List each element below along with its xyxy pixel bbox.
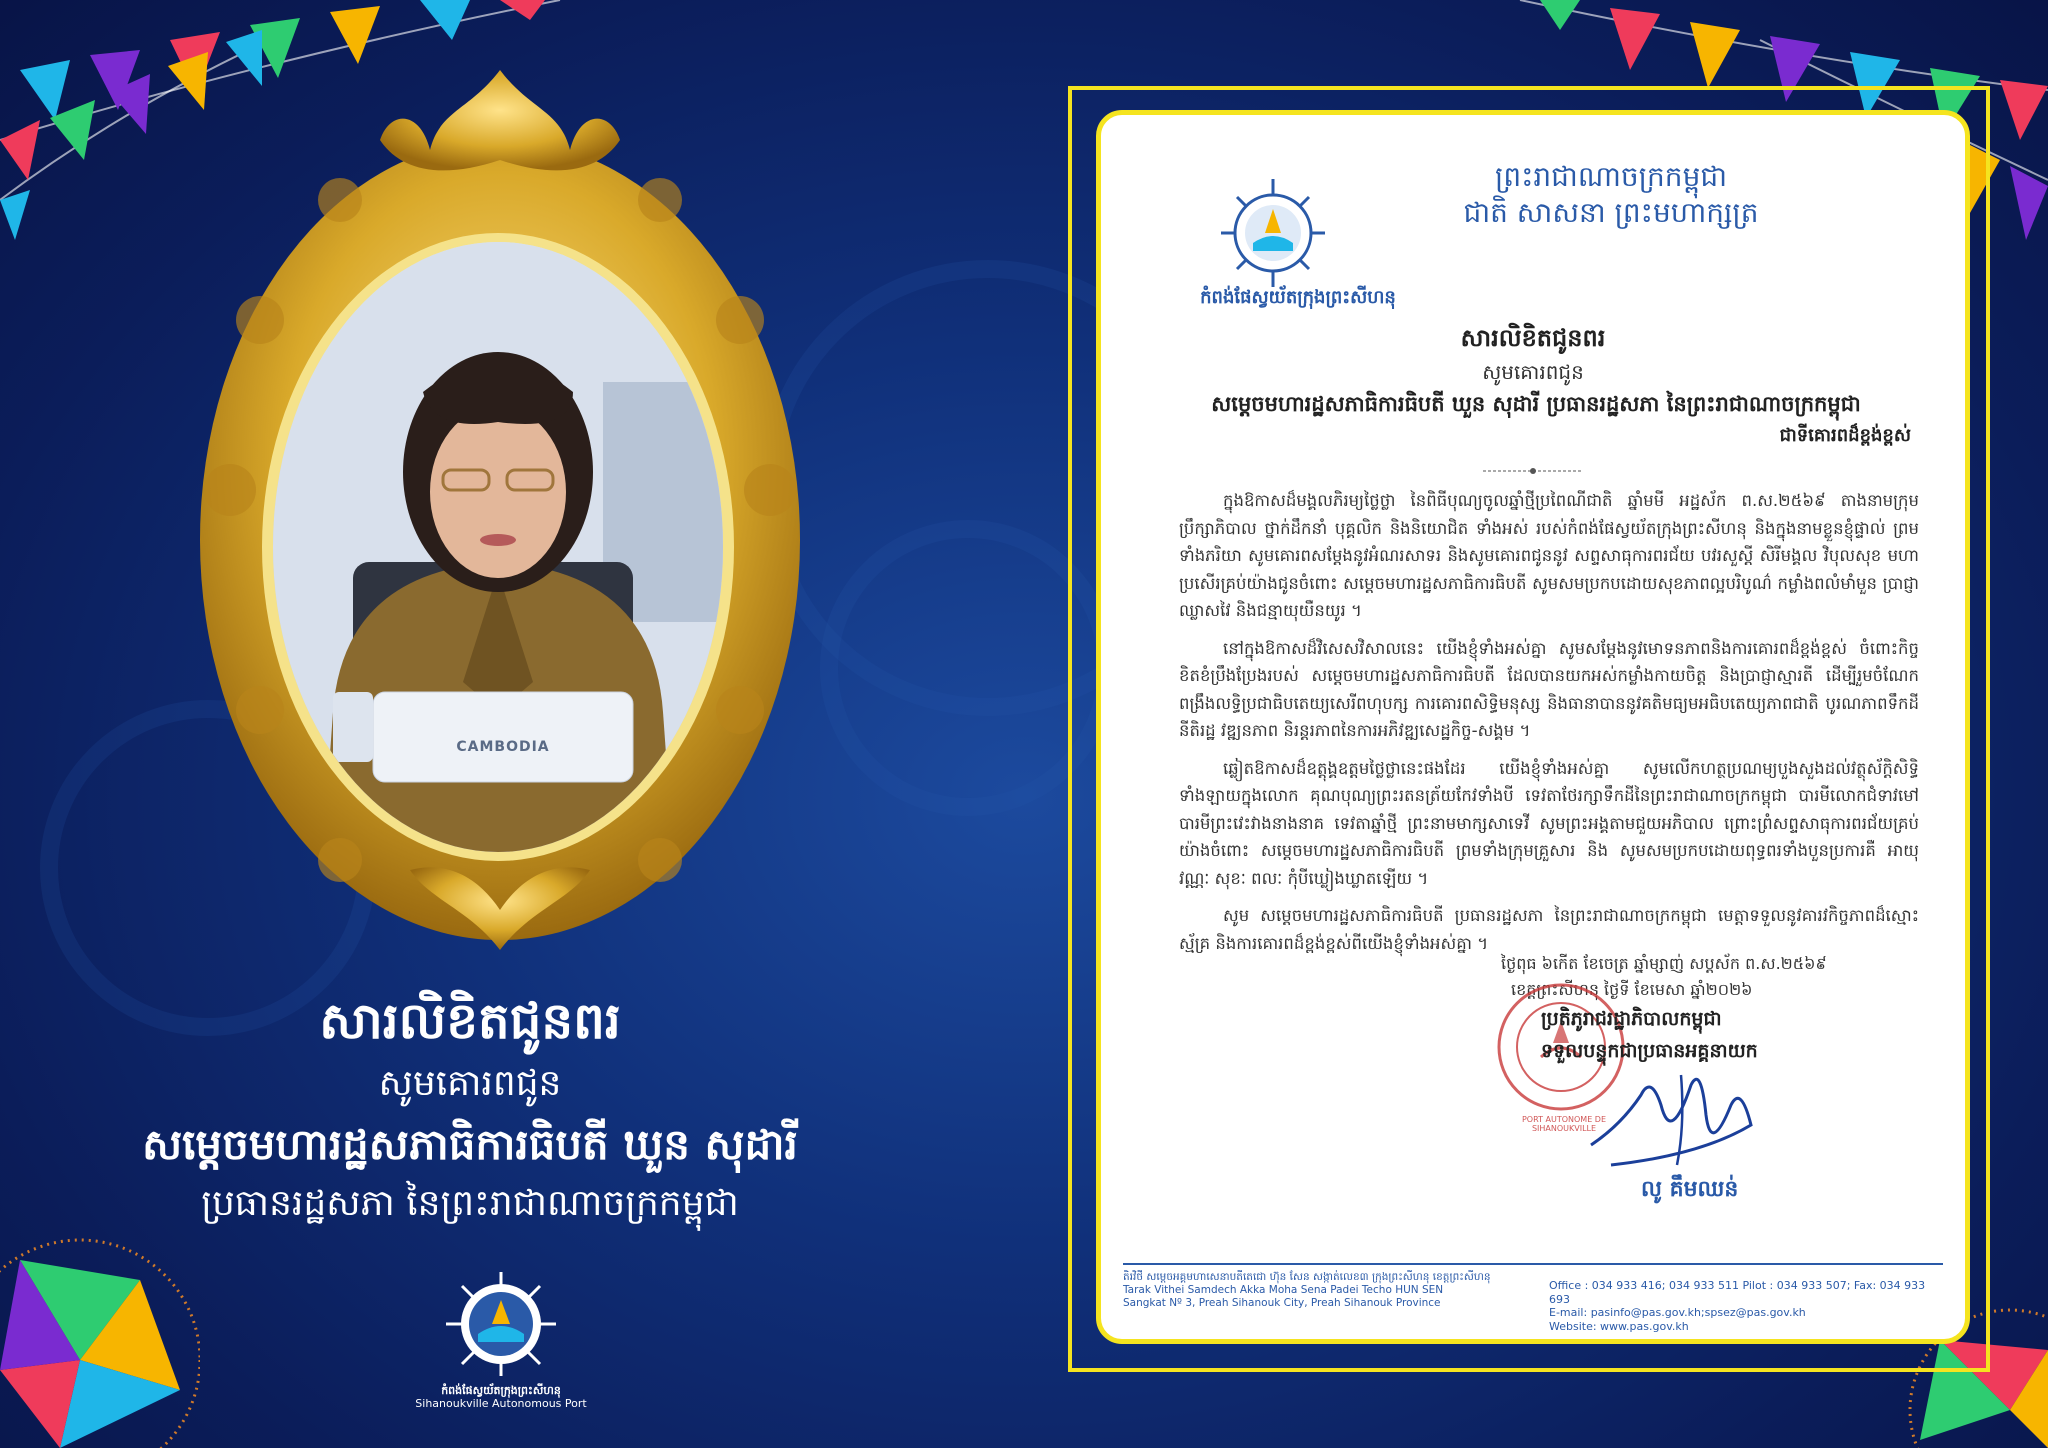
stamp-text: PORT AUTONOME DE SIHANOUKVILLE — [1521, 1115, 1607, 1133]
greeting-letter — [1096, 110, 1970, 1344]
footer-address-line: Sangkat Nº 3, Preah Sihanouk City, Preah Sihanouk Province — [1123, 1297, 1441, 1309]
date-lunar: ថ្ងៃពុធ ៦កើត ខែចេត្រ ឆ្នាំម្សាញ់ សប្តស័ក ព.ស.២៥៦៩ — [1501, 954, 1827, 973]
signatory-title-1: ប្រតិភូរាជរដ្ឋាភិបាលកម្ពុជា — [1541, 1008, 1722, 1030]
nameplate-label: CAMBODIA — [456, 739, 550, 755]
letter-subtitle: សូមគោរពជូន — [1482, 360, 1584, 384]
letter-addressee-suffix: ជាទីគោរពដ៏ខ្ពង់ខ្ពស់ — [1779, 425, 1911, 446]
port-logo-icon — [1221, 171, 1325, 301]
portrait-frame — [190, 70, 810, 950]
letterhead-kingdom — [1401, 159, 1821, 231]
port-logo-left — [415, 1268, 587, 1438]
footer-contact-line: E-mail: pasinfo@pas.gov.kh;spsez@pas.gov.kh — [1549, 1306, 1806, 1319]
logo-caption-en: Sihanoukville Autonomous Port — [415, 1397, 587, 1410]
card-title: សារលិខិតជូនពរ — [319, 992, 621, 1050]
ship-wheel-logo-icon — [436, 1268, 566, 1380]
footer-contact-line: Office : 034 933 416; 034 933 511 Pilot : 034 933 507; Fax: 034 933 693 — [1549, 1279, 1926, 1306]
national-motto: ជាតិ សាសនា ព្រះមហាក្សត្រ — [1463, 196, 1759, 229]
letter-paragraph: ក្នុងឱកាសដ៏មង្គលភិរម្យថ្លៃថ្លា នៃពិធីបុណ្យចូលឆ្នាំថ្មីប្រពៃណីជាតិ ឆ្នាំមមី អដ្ឋស័ក ព.ស.២៥៦៩ តាងនាមក្រុមប្រឹក្សាភិបាល ថ្នាក់ដឹកនាំ បុគ្គលិក និងនិយោជិត ទាំងអស់ របស់កំពង់ផែស្វយ័តក្រុងព្រះសីហនុ និងក្នុងនាមខ្លួនខ្ញុំផ្ទាល់ ព្រមទាំងភរិយា សូមគោរពសម្តែងនូវអំណរសាទរ និងសូមគោរពជូននូវ សព្ទសាធុការពរជ័យ បវរសួស្តី សិរីមង្គល វិបុលសុខ មហាប្រសើរគ្រប់យ៉ាងជូនចំពោះ សម្តេចមហារដ្ឋសភាធិការធិបតី សូមសមប្រកបដោយសុខភាពល្អបរិបូណ៌ កម្លាំងពលំមាំមួន ប្រាជ្ញាឈ្លាសវៃ និងជន្មាយុយឺនយូរ ។ — [1179, 491, 1919, 620]
divider-ornament — [1483, 465, 1583, 477]
letter-paragraph: ឆ្លៀតឱកាសដ៏ឧត្តុង្គឧត្តមថ្លៃថ្លានេះផងដែរ យើងខ្ញុំទាំងអស់គ្នា សូមលើកហត្ថប្រណម្យបួងសួងដល់វត្ថុស័ក្តិសិទ្ធិទាំងឡាយក្នុងលោក គុណបុណ្យព្រះរតនត្រ័យកែវទាំងបី ទេវតាថែរក្សាទឹកដីនៃព្រះរាជាណាចក្រកម្ពុជា បារមីលោកជំទាវមៅ បារមីព្រះវេះវាងនាងនាគ ទេវតាឆ្នាំថ្មី ព្រះនាមមាក្សសាទេវី សូមព្រះអង្គតាមជួយអភិបាល ព្រោះព្រំសព្ទសាធុការពរជ័យគ្រប់យ៉ាងចំពោះ សម្តេចមហារដ្ឋសភាធិការធិបតី ព្រមទាំងក្រុមគ្រួសារ និង សូមសមប្រកបដោយពុទ្ធពរទាំងបួនប្រការគឺ អាយុ វណ្ណៈ សុខៈ ពលៈ កុំបីឃ្លៀងឃ្លាតឡើយ ។ — [1179, 758, 1919, 888]
letter-paragraph: នៅក្នុងឱកាសដ៏វិសេសវិសាលនេះ យើងខ្ញុំទាំងអស់គ្នា សូមសម្តែងនូវមោទនភាពនិងការគោរពដ៏ខ្ពង់ខ្ពស់ ចំពោះកិច្ចខិតខំប្រឹងប្រែងរបស់ សម្តេចមហារដ្ឋសភាធិការធិបតី ដែលបានយកអស់កម្លាំងកាយចិត្ត និងប្រាជ្ញាស្មារតី ដើម្បីរួមចំណែកពង្រឹងលទ្ធិប្រជាធិបតេយ្យសេរីពហុបក្ស ការគោរពសិទ្ធិមនុស្ស និងធានាបាននូវគតិមធ្យមអធិបតេយ្យភាពជាតិ បូរណភាពទឹកដី នីតិរដ្ឋ វឌ្ឍនភាព និរន្តរភាពនៃការអភិវឌ្ឍសេដ្ឋកិច្ច-សង្គម ។ — [1179, 638, 1919, 740]
footer-address — [1123, 1271, 1523, 1310]
letter-body — [1179, 487, 1919, 967]
footer-divider — [1123, 1263, 1943, 1265]
letter-title: សារលិខិតជូនពរ — [1460, 324, 1606, 352]
handwritten-signature — [1581, 1055, 1781, 1175]
letter-paragraph: សូម សម្តេចមហារដ្ឋសភាធិការធិបតី ប្រធានរដ្ឋសភា នៃព្រះរាជាណាចក្រកម្ពុជា មេត្តាទទួលនូវគារវកិច្ចភាពដ៏ស្មោះស្ម័គ្រ និងការគោរពដ៏ខ្ពង់ខ្ពស់ពីយើងខ្ញុំទាំងអស់គ្នា ។ — [1179, 906, 1919, 953]
footer-address-line: តិរវិថី សម្តេចអគ្គមហាសេនាបតីតេជោ ហ៊ុន សែន សង្កាត់លេខ៣ ក្រុងព្រះសីហនុ ខេត្តព្រះសីហនុ — [1123, 1271, 1491, 1283]
letter-addressee: សម្តេចមហារដ្ឋសភាធិការធិបតី ឃួន សុដារី ប្រធានរដ្ឋសភា នៃព្រះរាជាណាចក្រកម្ពុជា — [1211, 392, 1861, 416]
logo-caption-km: កំពង់ផែស្វយ័តក្រុងព្រះសីហនុ — [441, 1384, 561, 1397]
portrait-photo — [273, 242, 723, 852]
honoree-role: ប្រធានរដ្ឋសភា នៃព្រះរាជាណាចក្រកម្ពុជា — [201, 1183, 739, 1224]
card-subtitle: សូមគោរពជូន — [378, 1063, 562, 1104]
signer-name: លូ គឹមឈន់ — [1641, 1177, 1739, 1202]
honoree-name: សម្តេចមហារដ្ឋសភាធិការធិបតី ឃួន សុដារី — [142, 1120, 798, 1169]
date-solar: ខេត្តព្រះសីហនុ ថ្ងៃទី ខែមេសា ឆ្នាំ២០២៦ — [1511, 980, 1753, 999]
footer-address-line: Tarak Vithei Samdech Akka Moha Sena Padei Techo HUN SEN — [1123, 1284, 1444, 1296]
footer-contact — [1549, 1279, 1949, 1333]
pinwheel-decoration — [0, 1220, 200, 1448]
signatory-title-2: ទទួលបន្ទុកជាប្រធានអគ្គនាយក — [1541, 1040, 1758, 1062]
port-logo-caption — [406, 1384, 596, 1410]
letterhead-org-name: កំពង់ផែស្វយ័តក្រុងព្រះសីហនុ — [1200, 287, 1396, 308]
kingdom-name: ព្រះរាជាណាចក្រកម្ពុជា — [1494, 160, 1727, 193]
portrait-figure — [273, 242, 723, 852]
footer-contact-line: Website: www.pas.gov.kh — [1549, 1319, 1689, 1333]
